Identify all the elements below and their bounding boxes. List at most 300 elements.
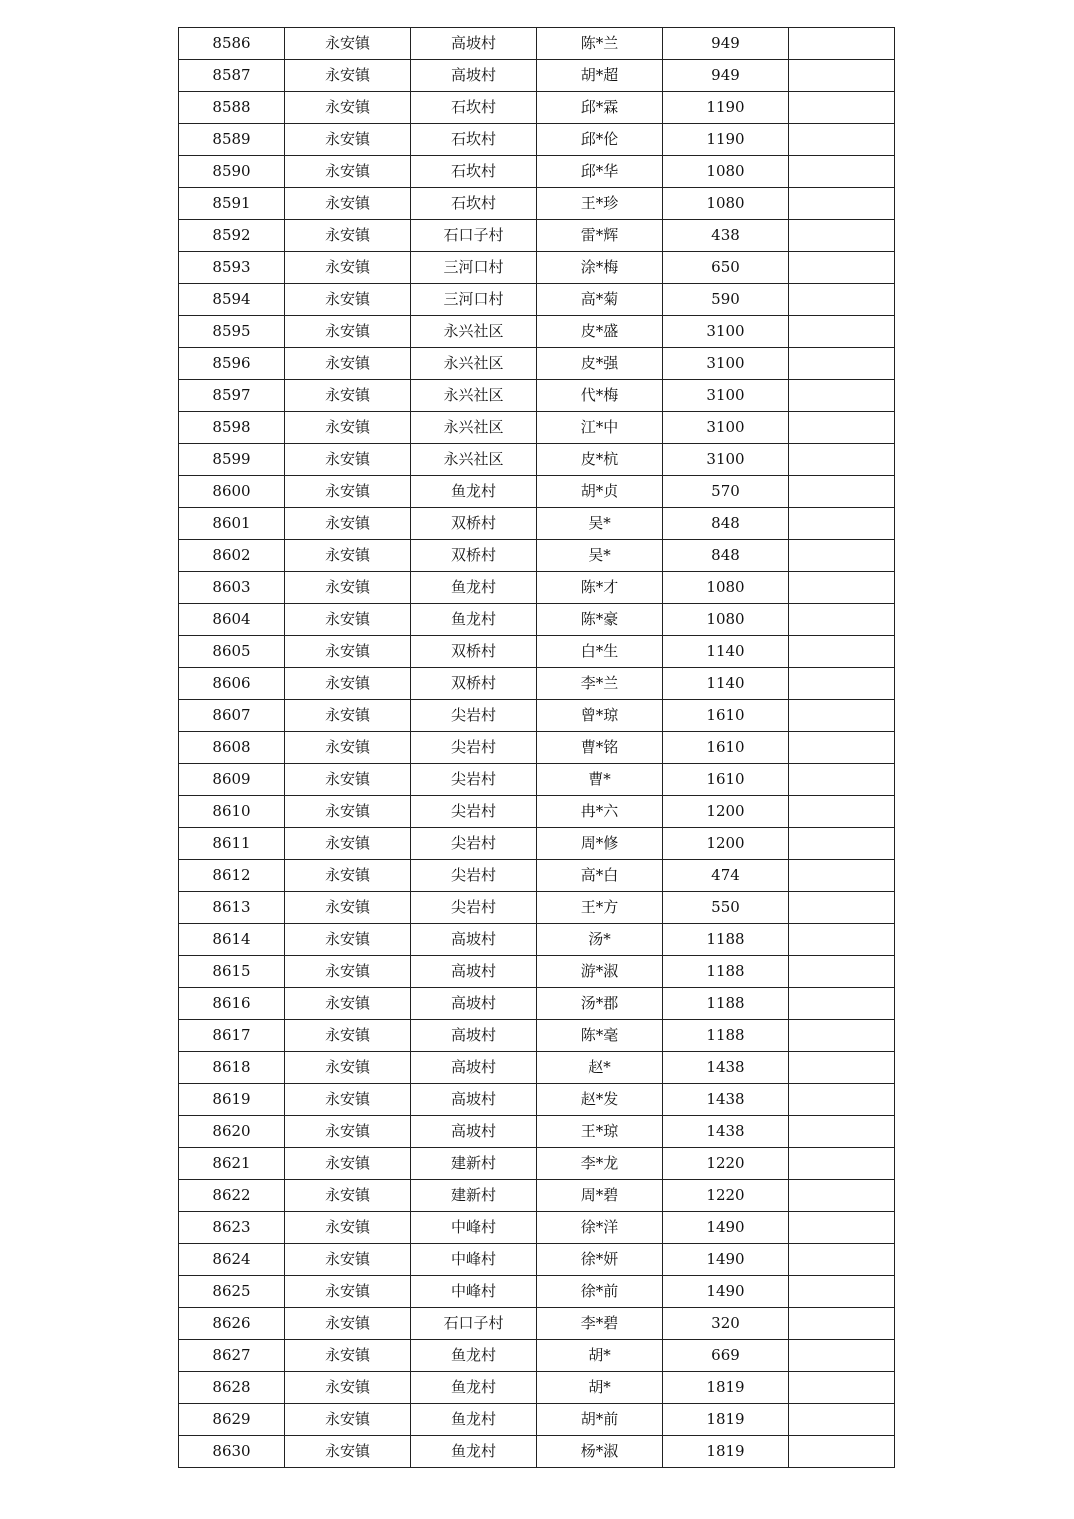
village-cell: 石坎村 [411, 188, 537, 220]
row-number-cell: 8623 [179, 1212, 285, 1244]
table-row [179, 60, 895, 92]
row-number-cell: 8614 [179, 924, 285, 956]
town-cell: 永安镇 [285, 348, 411, 380]
data-table [178, 27, 895, 1468]
row-number-cell: 8609 [179, 764, 285, 796]
name-cell: 赵* [537, 1052, 663, 1084]
table-row [179, 1084, 895, 1116]
town-cell: 永安镇 [285, 1116, 411, 1148]
village-cell: 双桥村 [411, 668, 537, 700]
row-number-cell: 8597 [179, 380, 285, 412]
amount-cell: 590 [663, 284, 789, 316]
town-cell: 永安镇 [285, 1052, 411, 1084]
row-number-cell: 8610 [179, 796, 285, 828]
name-cell: 吴* [537, 508, 663, 540]
town-cell: 永安镇 [285, 1148, 411, 1180]
row-number-cell: 8625 [179, 1276, 285, 1308]
amount-cell: 1140 [663, 668, 789, 700]
table-row [179, 764, 895, 796]
amount-cell: 1490 [663, 1276, 789, 1308]
remark-cell [789, 892, 895, 924]
remark-cell [789, 1244, 895, 1276]
name-cell: 陈*毫 [537, 1020, 663, 1052]
table-row [179, 540, 895, 572]
name-cell: 高*白 [537, 860, 663, 892]
amount-cell: 1188 [663, 1020, 789, 1052]
village-cell: 三河口村 [411, 284, 537, 316]
table-row [179, 924, 895, 956]
name-cell: 江*中 [537, 412, 663, 444]
village-cell: 尖岩村 [411, 732, 537, 764]
table-body [179, 28, 895, 1468]
village-cell: 石口子村 [411, 1308, 537, 1340]
village-cell: 高坡村 [411, 956, 537, 988]
amount-cell: 1220 [663, 1148, 789, 1180]
town-cell: 永安镇 [285, 828, 411, 860]
table-row [179, 1372, 895, 1404]
row-number-cell: 8603 [179, 572, 285, 604]
amount-cell: 1438 [663, 1084, 789, 1116]
remark-cell [789, 1148, 895, 1180]
row-number-cell: 8604 [179, 604, 285, 636]
name-cell: 徐*前 [537, 1276, 663, 1308]
table-row [179, 732, 895, 764]
remark-cell [789, 828, 895, 860]
town-cell: 永安镇 [285, 1244, 411, 1276]
amount-cell: 1200 [663, 828, 789, 860]
amount-cell: 949 [663, 60, 789, 92]
amount-cell: 1438 [663, 1116, 789, 1148]
village-cell: 中峰村 [411, 1276, 537, 1308]
name-cell: 陈*兰 [537, 28, 663, 60]
town-cell: 永安镇 [285, 764, 411, 796]
name-cell: 吴* [537, 540, 663, 572]
village-cell: 尖岩村 [411, 860, 537, 892]
name-cell: 徐*洋 [537, 1212, 663, 1244]
name-cell: 邱*伦 [537, 124, 663, 156]
village-cell: 石口子村 [411, 220, 537, 252]
remark-cell [789, 1372, 895, 1404]
amount-cell: 3100 [663, 316, 789, 348]
row-number-cell: 8620 [179, 1116, 285, 1148]
table-row [179, 476, 895, 508]
remark-cell [789, 1180, 895, 1212]
village-cell: 永兴社区 [411, 444, 537, 476]
village-cell: 高坡村 [411, 988, 537, 1020]
town-cell: 永安镇 [285, 892, 411, 924]
name-cell: 胡* [537, 1372, 663, 1404]
village-cell: 高坡村 [411, 1052, 537, 1084]
village-cell: 鱼龙村 [411, 1404, 537, 1436]
table-row [179, 316, 895, 348]
row-number-cell: 8600 [179, 476, 285, 508]
row-number-cell: 8629 [179, 1404, 285, 1436]
table-row [179, 572, 895, 604]
row-number-cell: 8622 [179, 1180, 285, 1212]
row-number-cell: 8616 [179, 988, 285, 1020]
village-cell: 鱼龙村 [411, 1340, 537, 1372]
town-cell: 永安镇 [285, 1180, 411, 1212]
amount-cell: 3100 [663, 444, 789, 476]
table-row [179, 1404, 895, 1436]
remark-cell [789, 380, 895, 412]
town-cell: 永安镇 [285, 476, 411, 508]
remark-cell [789, 284, 895, 316]
town-cell: 永安镇 [285, 28, 411, 60]
remark-cell [789, 1084, 895, 1116]
row-number-cell: 8595 [179, 316, 285, 348]
table-row [179, 604, 895, 636]
table-row [179, 1308, 895, 1340]
name-cell: 李*兰 [537, 668, 663, 700]
row-number-cell: 8613 [179, 892, 285, 924]
town-cell: 永安镇 [285, 1436, 411, 1468]
row-number-cell: 8605 [179, 636, 285, 668]
remark-cell [789, 1308, 895, 1340]
amount-cell: 3100 [663, 380, 789, 412]
name-cell: 曹* [537, 764, 663, 796]
amount-cell: 848 [663, 508, 789, 540]
amount-cell: 1610 [663, 700, 789, 732]
town-cell: 永安镇 [285, 1276, 411, 1308]
name-cell: 曾*琼 [537, 700, 663, 732]
remark-cell [789, 668, 895, 700]
table-row [179, 1340, 895, 1372]
village-cell: 永兴社区 [411, 348, 537, 380]
row-number-cell: 8611 [179, 828, 285, 860]
town-cell: 永安镇 [285, 700, 411, 732]
amount-cell: 949 [663, 28, 789, 60]
name-cell: 李*碧 [537, 1308, 663, 1340]
remark-cell [789, 348, 895, 380]
row-number-cell: 8594 [179, 284, 285, 316]
town-cell: 永安镇 [285, 956, 411, 988]
table-row [179, 828, 895, 860]
amount-cell: 848 [663, 540, 789, 572]
table-row [179, 124, 895, 156]
remark-cell [789, 1116, 895, 1148]
name-cell: 曹*铭 [537, 732, 663, 764]
village-cell: 尖岩村 [411, 828, 537, 860]
name-cell: 王*方 [537, 892, 663, 924]
table-row [179, 1020, 895, 1052]
remark-cell [789, 572, 895, 604]
row-number-cell: 8617 [179, 1020, 285, 1052]
amount-cell: 570 [663, 476, 789, 508]
amount-cell: 320 [663, 1308, 789, 1340]
town-cell: 永安镇 [285, 1212, 411, 1244]
village-cell: 双桥村 [411, 636, 537, 668]
town-cell: 永安镇 [285, 284, 411, 316]
amount-cell: 1188 [663, 956, 789, 988]
village-cell: 永兴社区 [411, 316, 537, 348]
table-row [179, 444, 895, 476]
town-cell: 永安镇 [285, 572, 411, 604]
amount-cell: 1220 [663, 1180, 789, 1212]
village-cell: 鱼龙村 [411, 1372, 537, 1404]
name-cell: 杨*淑 [537, 1436, 663, 1468]
remark-cell [789, 316, 895, 348]
amount-cell: 474 [663, 860, 789, 892]
name-cell: 汤*郡 [537, 988, 663, 1020]
remark-cell [789, 444, 895, 476]
remark-cell [789, 476, 895, 508]
amount-cell: 1819 [663, 1436, 789, 1468]
village-cell: 双桥村 [411, 508, 537, 540]
amount-cell: 669 [663, 1340, 789, 1372]
town-cell: 永安镇 [285, 540, 411, 572]
town-cell: 永安镇 [285, 1340, 411, 1372]
name-cell: 胡*前 [537, 1404, 663, 1436]
remark-cell [789, 1212, 895, 1244]
town-cell: 永安镇 [285, 316, 411, 348]
town-cell: 永安镇 [285, 1084, 411, 1116]
row-number-cell: 8618 [179, 1052, 285, 1084]
row-number-cell: 8599 [179, 444, 285, 476]
name-cell: 周*碧 [537, 1180, 663, 1212]
village-cell: 双桥村 [411, 540, 537, 572]
row-number-cell: 8586 [179, 28, 285, 60]
remark-cell [789, 956, 895, 988]
village-cell: 高坡村 [411, 1084, 537, 1116]
town-cell: 永安镇 [285, 636, 411, 668]
row-number-cell: 8591 [179, 188, 285, 220]
row-number-cell: 8596 [179, 348, 285, 380]
row-number-cell: 8590 [179, 156, 285, 188]
name-cell: 胡*超 [537, 60, 663, 92]
name-cell: 王*珍 [537, 188, 663, 220]
table-row [179, 668, 895, 700]
remark-cell [789, 156, 895, 188]
table-row [179, 156, 895, 188]
amount-cell: 1080 [663, 188, 789, 220]
row-number-cell: 8619 [179, 1084, 285, 1116]
remark-cell [789, 1404, 895, 1436]
village-cell: 尖岩村 [411, 892, 537, 924]
amount-cell: 1819 [663, 1372, 789, 1404]
table-row [179, 700, 895, 732]
town-cell: 永安镇 [285, 988, 411, 1020]
remark-cell [789, 700, 895, 732]
name-cell: 皮*杭 [537, 444, 663, 476]
village-cell: 建新村 [411, 1180, 537, 1212]
remark-cell [789, 508, 895, 540]
name-cell: 王*琼 [537, 1116, 663, 1148]
village-cell: 石坎村 [411, 92, 537, 124]
remark-cell [789, 220, 895, 252]
table-row [179, 1180, 895, 1212]
amount-cell: 550 [663, 892, 789, 924]
village-cell: 鱼龙村 [411, 476, 537, 508]
remark-cell [789, 92, 895, 124]
village-cell: 高坡村 [411, 1116, 537, 1148]
remark-cell [789, 1020, 895, 1052]
remark-cell [789, 764, 895, 796]
village-cell: 尖岩村 [411, 700, 537, 732]
town-cell: 永安镇 [285, 860, 411, 892]
name-cell: 汤* [537, 924, 663, 956]
row-number-cell: 8589 [179, 124, 285, 156]
village-cell: 石坎村 [411, 124, 537, 156]
table-row [179, 860, 895, 892]
table-row [179, 956, 895, 988]
remark-cell [789, 1052, 895, 1084]
table-row [179, 188, 895, 220]
name-cell: 皮*强 [537, 348, 663, 380]
name-cell: 白*生 [537, 636, 663, 668]
amount-cell: 1190 [663, 124, 789, 156]
row-number-cell: 8608 [179, 732, 285, 764]
amount-cell: 1140 [663, 636, 789, 668]
row-number-cell: 8602 [179, 540, 285, 572]
row-number-cell: 8587 [179, 60, 285, 92]
town-cell: 永安镇 [285, 924, 411, 956]
amount-cell: 3100 [663, 348, 789, 380]
town-cell: 永安镇 [285, 412, 411, 444]
name-cell: 游*淑 [537, 956, 663, 988]
table-row [179, 508, 895, 540]
table-row [179, 796, 895, 828]
name-cell: 李*龙 [537, 1148, 663, 1180]
remark-cell [789, 924, 895, 956]
name-cell: 高*菊 [537, 284, 663, 316]
name-cell: 邱*华 [537, 156, 663, 188]
village-cell: 鱼龙村 [411, 572, 537, 604]
remark-cell [789, 1276, 895, 1308]
remark-cell [789, 124, 895, 156]
village-cell: 中峰村 [411, 1244, 537, 1276]
village-cell: 高坡村 [411, 28, 537, 60]
table-row [179, 1052, 895, 1084]
table-row [179, 988, 895, 1020]
remark-cell [789, 28, 895, 60]
amount-cell: 1188 [663, 924, 789, 956]
row-number-cell: 8628 [179, 1372, 285, 1404]
remark-cell [789, 188, 895, 220]
remark-cell [789, 540, 895, 572]
town-cell: 永安镇 [285, 60, 411, 92]
village-cell: 建新村 [411, 1148, 537, 1180]
town-cell: 永安镇 [285, 1404, 411, 1436]
table-row [179, 284, 895, 316]
amount-cell: 1080 [663, 156, 789, 188]
village-cell: 鱼龙村 [411, 1436, 537, 1468]
table-row [179, 92, 895, 124]
town-cell: 永安镇 [285, 732, 411, 764]
name-cell: 冉*六 [537, 796, 663, 828]
row-number-cell: 8601 [179, 508, 285, 540]
amount-cell: 1819 [663, 1404, 789, 1436]
town-cell: 永安镇 [285, 1308, 411, 1340]
remark-cell [789, 860, 895, 892]
name-cell: 胡*贞 [537, 476, 663, 508]
town-cell: 永安镇 [285, 796, 411, 828]
town-cell: 永安镇 [285, 604, 411, 636]
town-cell: 永安镇 [285, 444, 411, 476]
amount-cell: 1200 [663, 796, 789, 828]
amount-cell: 1610 [663, 732, 789, 764]
amount-cell: 1610 [663, 764, 789, 796]
village-cell: 鱼龙村 [411, 604, 537, 636]
row-number-cell: 8630 [179, 1436, 285, 1468]
name-cell: 陈*豪 [537, 604, 663, 636]
table-row [179, 380, 895, 412]
village-cell: 尖岩村 [411, 764, 537, 796]
amount-cell: 1190 [663, 92, 789, 124]
remark-cell [789, 252, 895, 284]
amount-cell: 650 [663, 252, 789, 284]
amount-cell: 3100 [663, 412, 789, 444]
table-row [179, 892, 895, 924]
table-row [179, 220, 895, 252]
table-row [179, 1436, 895, 1468]
row-number-cell: 8621 [179, 1148, 285, 1180]
remark-cell [789, 412, 895, 444]
village-cell: 高坡村 [411, 924, 537, 956]
village-cell: 高坡村 [411, 1020, 537, 1052]
village-cell: 永兴社区 [411, 412, 537, 444]
name-cell: 皮*盛 [537, 316, 663, 348]
row-number-cell: 8588 [179, 92, 285, 124]
row-number-cell: 8612 [179, 860, 285, 892]
village-cell: 永兴社区 [411, 380, 537, 412]
name-cell: 周*修 [537, 828, 663, 860]
town-cell: 永安镇 [285, 156, 411, 188]
name-cell: 雷*辉 [537, 220, 663, 252]
town-cell: 永安镇 [285, 92, 411, 124]
town-cell: 永安镇 [285, 1372, 411, 1404]
remark-cell [789, 636, 895, 668]
row-number-cell: 8598 [179, 412, 285, 444]
table-row [179, 1148, 895, 1180]
village-cell: 中峰村 [411, 1212, 537, 1244]
amount-cell: 1080 [663, 572, 789, 604]
remark-cell [789, 988, 895, 1020]
town-cell: 永安镇 [285, 380, 411, 412]
row-number-cell: 8606 [179, 668, 285, 700]
row-number-cell: 8627 [179, 1340, 285, 1372]
row-number-cell: 8626 [179, 1308, 285, 1340]
amount-cell: 438 [663, 220, 789, 252]
remark-cell [789, 604, 895, 636]
amount-cell: 1188 [663, 988, 789, 1020]
name-cell: 涂*梅 [537, 252, 663, 284]
table-row [179, 1116, 895, 1148]
name-cell: 赵*发 [537, 1084, 663, 1116]
village-cell: 尖岩村 [411, 796, 537, 828]
table-row [179, 636, 895, 668]
row-number-cell: 8607 [179, 700, 285, 732]
village-cell: 石坎村 [411, 156, 537, 188]
town-cell: 永安镇 [285, 1020, 411, 1052]
village-cell: 三河口村 [411, 252, 537, 284]
amount-cell: 1080 [663, 604, 789, 636]
town-cell: 永安镇 [285, 124, 411, 156]
town-cell: 永安镇 [285, 508, 411, 540]
name-cell: 陈*才 [537, 572, 663, 604]
table-row [179, 412, 895, 444]
table-row [179, 252, 895, 284]
table-row [179, 28, 895, 60]
remark-cell [789, 732, 895, 764]
village-cell: 高坡村 [411, 60, 537, 92]
name-cell: 胡* [537, 1340, 663, 1372]
town-cell: 永安镇 [285, 668, 411, 700]
table-row [179, 348, 895, 380]
name-cell: 代*梅 [537, 380, 663, 412]
remark-cell [789, 60, 895, 92]
name-cell: 徐*妍 [537, 1244, 663, 1276]
